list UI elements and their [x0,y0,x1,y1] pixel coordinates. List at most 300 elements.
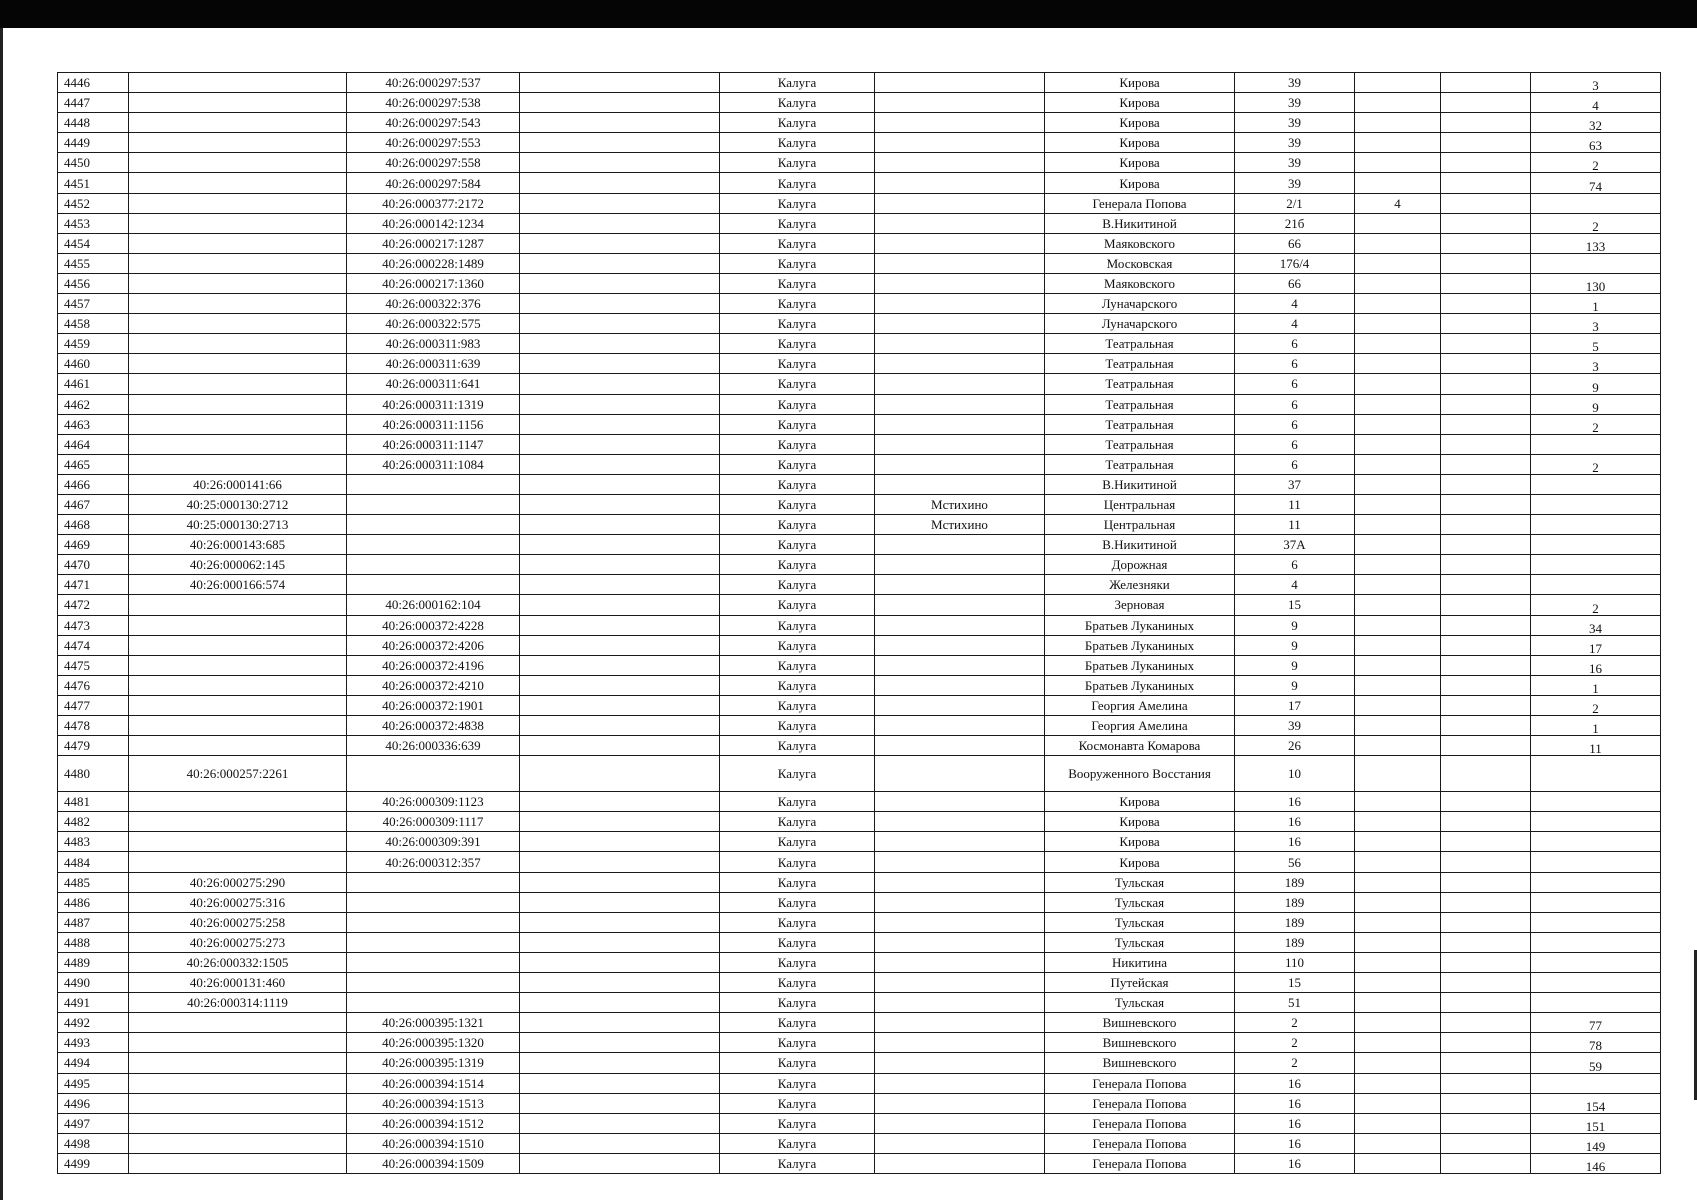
blank-cell [520,832,720,852]
blank-cell [520,253,720,273]
blank-cell [520,474,720,494]
apartment-cell [1531,434,1661,454]
row-number: 4452 [58,193,129,213]
street-cell: Кирова [1045,832,1235,852]
city-cell: Калуга [720,494,875,514]
extra-cell [1355,454,1441,474]
blank-cell [520,1093,720,1113]
house-cell: 6 [1235,334,1355,354]
extra-cell [1355,334,1441,354]
row-number: 4448 [58,113,129,133]
blank-cell [1441,655,1531,675]
house-cell: 66 [1235,273,1355,293]
cadastral-land-cell [129,1013,347,1033]
row-number: 4479 [58,736,129,756]
blank-cell [1441,1093,1531,1113]
blank-cell [520,193,720,213]
street-cell: Генерала Попова [1045,1133,1235,1153]
blank-cell [1441,193,1531,213]
locality-cell [875,414,1045,434]
apartment-cell [1531,1073,1661,1093]
table-row [58,133,1661,153]
apartment-cell: 77 [1531,1013,1661,1033]
apartment-cell: 3 [1531,354,1661,374]
cadastral-land-cell [129,113,347,133]
blank-cell [520,515,720,535]
cadastral-land-cell [129,454,347,474]
row-number: 4458 [58,314,129,334]
cadastral-building-cell: 40:26:000297:538 [347,93,520,113]
apartment-cell [1531,832,1661,852]
house-cell: 16 [1235,1093,1355,1113]
cadastral-land-cell: 40:26:000275:316 [129,892,347,912]
blank-cell [520,153,720,173]
cadastral-land-cell [129,253,347,273]
city-cell: Калуга [720,273,875,293]
extra-cell [1355,973,1441,993]
apartment-cell: 2 [1531,695,1661,715]
extra-cell [1355,912,1441,932]
cadastral-building-cell [347,973,520,993]
locality-cell [875,635,1045,655]
scan-left-edge [0,28,3,1200]
city-cell: Калуга [720,912,875,932]
blank-cell [1441,973,1531,993]
blank-cell [520,233,720,253]
locality-cell [875,153,1045,173]
street-cell: Маяковского [1045,273,1235,293]
street-cell: Тульская [1045,912,1235,932]
table-row [58,812,1661,832]
table-row [58,233,1661,253]
row-number: 4465 [58,454,129,474]
row-number: 4497 [58,1113,129,1133]
cadastral-building-cell: 40:26:000372:4210 [347,675,520,695]
blank-cell [1441,892,1531,912]
locality-cell [875,852,1045,872]
street-cell: Зерновая [1045,595,1235,615]
apartment-cell: 11 [1531,736,1661,756]
extra-cell [1355,73,1441,93]
blank-cell [1441,555,1531,575]
cadastral-land-cell [129,414,347,434]
cadastral-building-cell [347,993,520,1013]
locality-cell [875,952,1045,972]
extra-cell [1355,294,1441,314]
extra-cell [1355,394,1441,414]
blank-cell [520,872,720,892]
cadastral-land-cell [129,792,347,812]
extra-cell [1355,233,1441,253]
cadastral-building-cell: 40:26:000372:4228 [347,615,520,635]
city-cell: Калуга [720,736,875,756]
locality-cell [875,555,1045,575]
blank-cell [1441,695,1531,715]
row-number: 4450 [58,153,129,173]
apartment-cell [1531,912,1661,932]
street-cell: Театральная [1045,414,1235,434]
cadastral-land-cell: 40:26:000314:1119 [129,993,347,1013]
city-cell: Калуга [720,1133,875,1153]
locality-cell [875,872,1045,892]
house-cell: 9 [1235,655,1355,675]
apartment-cell [1531,253,1661,273]
house-cell: 189 [1235,892,1355,912]
extra-cell [1355,535,1441,555]
blank-cell [1441,113,1531,133]
apartment-cell: 5 [1531,334,1661,354]
city-cell: Калуга [720,852,875,872]
table-row [58,555,1661,575]
cadastral-land-cell [129,852,347,872]
city-cell: Калуга [720,635,875,655]
cadastral-land-cell [129,213,347,233]
cadastral-land-cell: 40:25:000130:2712 [129,494,347,514]
locality-cell [875,932,1045,952]
cadastral-land-cell [129,173,347,193]
city-cell: Калуга [720,675,875,695]
blank-cell [1441,1133,1531,1153]
extra-cell [1355,253,1441,273]
blank-cell [520,113,720,133]
city-cell: Калуга [720,454,875,474]
locality-cell [875,675,1045,695]
row-number: 4453 [58,213,129,233]
street-cell: Космонавта Комарова [1045,736,1235,756]
house-cell: 16 [1235,1153,1355,1173]
locality-cell [875,535,1045,555]
extra-cell [1355,1093,1441,1113]
table-row [58,993,1661,1013]
table-row [58,695,1661,715]
table-row [58,515,1661,535]
extra-cell [1355,434,1441,454]
locality-cell [875,1093,1045,1113]
row-number: 4487 [58,912,129,932]
blank-cell [520,973,720,993]
row-number: 4484 [58,852,129,872]
extra-cell [1355,414,1441,434]
cadastral-building-cell: 40:26:000309:391 [347,832,520,852]
extra-cell [1355,133,1441,153]
apartment-cell [1531,792,1661,812]
extra-cell [1355,314,1441,334]
blank-cell [1441,454,1531,474]
blank-cell [520,273,720,293]
city-cell: Калуга [720,695,875,715]
extra-cell [1355,93,1441,113]
city-cell: Калуга [720,973,875,993]
blank-cell [520,756,720,792]
cadastral-land-cell [129,233,347,253]
extra-cell [1355,354,1441,374]
cadastral-land-cell [129,73,347,93]
cadastral-land-cell [129,832,347,852]
extra-cell [1355,1073,1441,1093]
cadastral-land-cell: 40:26:000141:66 [129,474,347,494]
cadastral-land-cell [129,354,347,374]
house-cell: 15 [1235,973,1355,993]
house-cell: 16 [1235,1073,1355,1093]
cadastral-land-cell [129,695,347,715]
blank-cell [520,1113,720,1133]
row-number: 4485 [58,872,129,892]
apartment-cell: 146 [1531,1153,1661,1173]
apartment-cell: 63 [1531,133,1661,153]
extra-cell [1355,852,1441,872]
locality-cell [875,73,1045,93]
blank-cell [520,374,720,394]
table-row [58,454,1661,474]
street-cell: Кирова [1045,153,1235,173]
street-cell: Железняки [1045,575,1235,595]
row-number: 4491 [58,993,129,1013]
cadastral-land-cell: 40:26:000166:574 [129,575,347,595]
city-cell: Калуга [720,233,875,253]
cadastral-building-cell: 40:26:000336:639 [347,736,520,756]
blank-cell [520,73,720,93]
table-row [58,374,1661,394]
apartment-cell [1531,852,1661,872]
cadastral-building-cell: 40:26:000377:2172 [347,193,520,213]
house-cell: 6 [1235,354,1355,374]
blank-cell [1441,294,1531,314]
extra-cell [1355,635,1441,655]
table-row [58,414,1661,434]
house-cell: 11 [1235,515,1355,535]
apartment-cell: 2 [1531,153,1661,173]
row-number: 4488 [58,932,129,952]
row-number: 4463 [58,414,129,434]
locality-cell [875,354,1045,374]
city-cell: Калуга [720,474,875,494]
blank-cell [1441,852,1531,872]
extra-cell: 4 [1355,193,1441,213]
apartment-cell [1531,952,1661,972]
house-cell: 39 [1235,113,1355,133]
cadastral-building-cell: 40:26:000394:1509 [347,1153,520,1173]
cadastral-land-cell [129,655,347,675]
house-cell: 11 [1235,494,1355,514]
table-row [58,73,1661,93]
locality-cell [875,1153,1045,1173]
city-cell: Калуга [720,253,875,273]
city-cell: Калуга [720,716,875,736]
cadastral-land-cell [129,1033,347,1053]
cadastral-building-cell [347,494,520,514]
city-cell: Калуга [720,1113,875,1133]
cadastral-building-cell [347,892,520,912]
cadastral-building-cell [347,535,520,555]
blank-cell [1441,273,1531,293]
apartment-cell: 34 [1531,615,1661,635]
house-cell: 21б [1235,213,1355,233]
street-cell: Георгия Амелина [1045,716,1235,736]
city-cell: Калуга [720,414,875,434]
cadastral-building-cell: 40:26:000311:1084 [347,454,520,474]
cadastral-building-cell [347,515,520,535]
blank-cell [520,635,720,655]
blank-cell [1441,394,1531,414]
row-number: 4454 [58,233,129,253]
city-cell: Калуга [720,993,875,1013]
apartment-cell: 74 [1531,173,1661,193]
cadastral-building-cell: 40:26:000297:553 [347,133,520,153]
locality-cell [875,1033,1045,1053]
blank-cell [1441,1113,1531,1133]
blank-cell [520,695,720,715]
house-cell: 16 [1235,1113,1355,1133]
extra-cell [1355,1133,1441,1153]
extra-cell [1355,1153,1441,1173]
row-number: 4451 [58,173,129,193]
row-number: 4498 [58,1133,129,1153]
extra-cell [1355,515,1441,535]
cadastral-building-cell [347,872,520,892]
house-cell: 2/1 [1235,193,1355,213]
house-cell: 6 [1235,414,1355,434]
cadastral-building-cell: 40:26:000372:4206 [347,635,520,655]
cadastral-land-cell [129,394,347,414]
street-cell: Луначарского [1045,314,1235,334]
city-cell: Калуга [720,213,875,233]
table-row [58,872,1661,892]
house-cell: 2 [1235,1053,1355,1073]
blank-cell [1441,334,1531,354]
row-number: 4480 [58,756,129,792]
house-cell: 39 [1235,133,1355,153]
row-number: 4477 [58,695,129,715]
table-row [58,736,1661,756]
city-cell: Калуга [720,892,875,912]
cadastral-land-cell [129,1093,347,1113]
table-body [58,73,1661,1174]
cadastral-building-cell [347,555,520,575]
cadastral-land-cell: 40:26:000332:1505 [129,952,347,972]
blank-cell [520,133,720,153]
blank-cell [1441,932,1531,952]
street-cell: Георгия Амелина [1045,695,1235,715]
cadastral-land-cell [129,314,347,334]
cadastral-building-cell: 40:26:000309:1123 [347,792,520,812]
blank-cell [1441,1033,1531,1053]
house-cell: 189 [1235,872,1355,892]
blank-cell [520,1013,720,1033]
blank-cell [1441,233,1531,253]
apartment-cell: 2 [1531,414,1661,434]
blank-cell [520,852,720,872]
locality-cell: Мстихино [875,494,1045,514]
house-cell: 110 [1235,952,1355,972]
blank-cell [1441,253,1531,273]
cadastral-land-cell [129,635,347,655]
row-number: 4475 [58,655,129,675]
extra-cell [1355,555,1441,575]
blank-cell [520,434,720,454]
house-cell: 9 [1235,675,1355,695]
blank-cell [520,1053,720,1073]
table-row [58,434,1661,454]
city-cell: Калуга [720,575,875,595]
cadastral-building-cell: 40:26:000394:1513 [347,1093,520,1113]
table-row [58,1033,1661,1053]
city-cell: Калуга [720,952,875,972]
city-cell: Калуга [720,394,875,414]
street-cell: Вишневского [1045,1013,1235,1033]
house-cell: 4 [1235,575,1355,595]
city-cell: Калуга [720,294,875,314]
cadastral-building-cell: 40:26:000394:1514 [347,1073,520,1093]
table-row [58,334,1661,354]
locality-cell [875,394,1045,414]
extra-cell [1355,792,1441,812]
blank-cell [1441,93,1531,113]
table-row [58,213,1661,233]
table-row [58,153,1661,173]
street-cell: Кирова [1045,113,1235,133]
cadastral-land-cell [129,812,347,832]
row-number: 4493 [58,1033,129,1053]
row-number: 4482 [58,812,129,832]
city-cell: Калуга [720,1033,875,1053]
cadastral-building-cell: 40:26:000217:1360 [347,273,520,293]
house-cell: 6 [1235,555,1355,575]
extra-cell [1355,474,1441,494]
extra-cell [1355,932,1441,952]
locality-cell [875,892,1045,912]
blank-cell [1441,314,1531,334]
blank-cell [1441,1073,1531,1093]
cadastral-building-cell: 40:26:000395:1320 [347,1033,520,1053]
street-cell: Вооруженного Восстания [1045,756,1235,792]
row-number: 4468 [58,515,129,535]
apartment-cell [1531,973,1661,993]
apartment-cell: 154 [1531,1093,1661,1113]
cadastral-land-cell: 40:26:000131:460 [129,973,347,993]
row-number: 4495 [58,1073,129,1093]
locality-cell [875,93,1045,113]
street-cell: Тульская [1045,892,1235,912]
street-cell: Тульская [1045,993,1235,1013]
city-cell: Калуга [720,555,875,575]
house-cell: 56 [1235,852,1355,872]
house-cell: 39 [1235,153,1355,173]
table-row [58,655,1661,675]
locality-cell [875,273,1045,293]
extra-cell [1355,695,1441,715]
blank-cell [520,655,720,675]
house-cell: 9 [1235,635,1355,655]
locality-cell [875,615,1045,635]
locality-cell [875,832,1045,852]
cadastral-land-cell [129,153,347,173]
cadastral-building-cell: 40:26:000322:376 [347,294,520,314]
blank-cell [1441,736,1531,756]
row-number: 4492 [58,1013,129,1033]
street-cell: Театральная [1045,334,1235,354]
street-cell: Братьев Луканиных [1045,615,1235,635]
blank-cell [1441,354,1531,374]
house-cell: 17 [1235,695,1355,715]
blank-cell [1441,153,1531,173]
extra-cell [1355,952,1441,972]
table-row [58,1093,1661,1113]
blank-cell [520,173,720,193]
table-row [58,852,1661,872]
table-row [58,354,1661,374]
blank-cell [520,912,720,932]
house-cell: 26 [1235,736,1355,756]
